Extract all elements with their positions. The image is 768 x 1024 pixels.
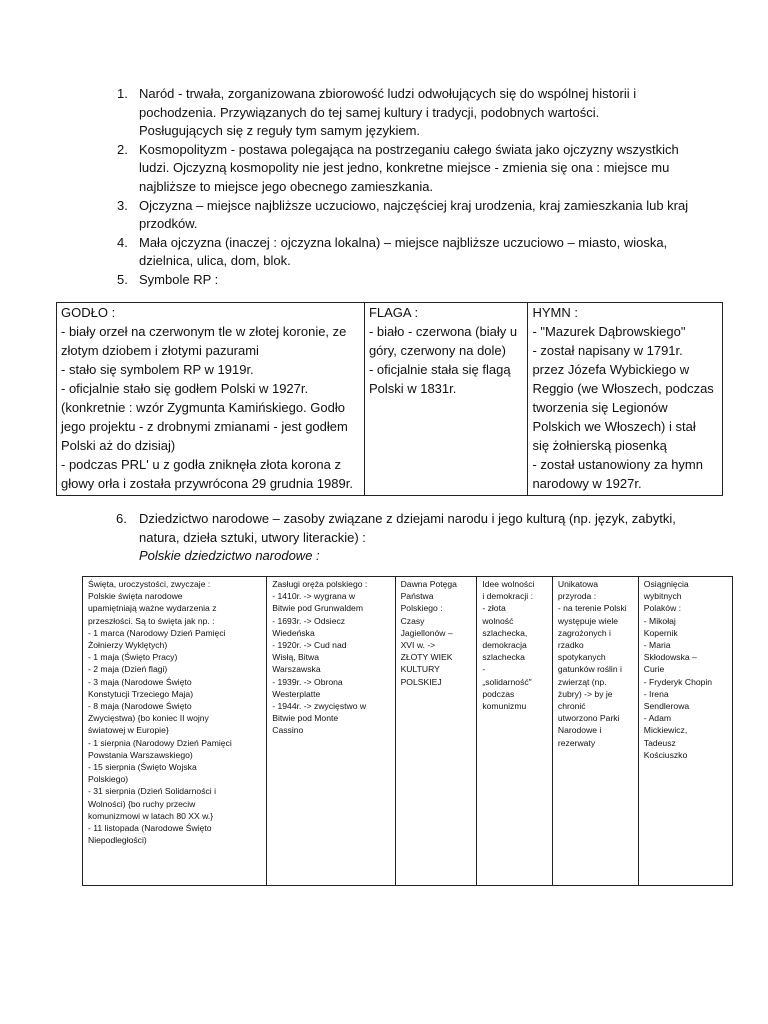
text-line: Westerplatte	[272, 688, 321, 699]
text-line: Tadeusz	[643, 737, 676, 748]
godlo-cell	[57, 303, 365, 496]
text-line: najbliższe to miejsce jego obecnego zamieszkania.	[139, 178, 434, 194]
text-line: chronić	[557, 701, 586, 712]
text-line: Curie	[643, 664, 665, 675]
text-line: Polski aż do dzisiaj)	[61, 438, 176, 453]
text-line: POLSKIEJ	[400, 676, 442, 687]
text-line: spotykanych	[557, 652, 606, 663]
text-line: - 8 maja (Narodowe Święto	[88, 701, 192, 712]
text-line: podczas	[482, 688, 515, 699]
text-line: Skłodowska –	[643, 652, 697, 663]
text-line: - 1 sierpnia (Narodowy Dzień Pamięci	[88, 737, 232, 748]
text-line: Czasy	[400, 615, 425, 626]
text-line: Konstytucji Trzeciego Maja)	[88, 688, 194, 699]
text-line: - Irena	[643, 688, 669, 699]
text-line: - 1939r. -> Obrona	[272, 676, 343, 687]
text-line: Mała ojczyzna (inaczej : ojczyzna lokalna) – miejsce najbliższe uczuciowo – miasto, wioska,	[139, 234, 668, 250]
text-line: KULTURY	[400, 664, 440, 675]
list-number: 6.	[116, 511, 127, 526]
achievements-cell	[638, 577, 732, 886]
text-line: - 1410r. -> wygrana w	[272, 591, 356, 602]
text-line: - oficjalnie stało się godłem Polski w 1927r.	[61, 381, 309, 396]
freedom-cell	[477, 577, 553, 886]
text-line: Ojczyzna – miejsce najbliższe uczuciowo, najczęściej kraj urodzenia, kraj zamieszkania lub kraj	[139, 197, 689, 213]
holidays-cell	[83, 577, 267, 886]
text-line: - oficjalnie stała się flagą	[368, 362, 511, 377]
text-line: komunizmowi w latach 80 XX w.}	[88, 810, 214, 821]
text-line: „solidarność"	[482, 676, 532, 687]
text-line: wybitnych	[643, 591, 682, 602]
text-line: - biało - czerwona (biały u	[368, 324, 518, 339]
text-line: HYMN :	[532, 305, 578, 320]
text-line: GODŁO :	[61, 305, 116, 320]
text-line: Reggio (we Włoszech, podczas	[532, 381, 714, 396]
text-line: - 15 sierpnia (Święto Wojska	[88, 762, 197, 773]
text-line: Mickiewicz,	[643, 725, 688, 736]
text-line: ZŁOTY WIEK	[400, 652, 453, 663]
text-line: - Adam	[643, 713, 672, 724]
text-line: góry, czerwony na dole)	[368, 343, 506, 358]
text-line: (konkretnie : wzór Zygmunta Kamińskiego. Godło	[61, 400, 345, 415]
text-line: - złota	[482, 603, 506, 614]
text-line: Bitwie pod Monte	[272, 713, 339, 724]
text-line: Zasługi oręża polskiego :	[272, 579, 368, 589]
text-line: Dziedzictwo narodowe – zasoby związane z dziejami narodu i jego kulturą (np. język, zabytki,	[139, 511, 676, 526]
text-line: demokracja	[482, 640, 527, 651]
text-line: złotym dziobem i złotymi pazurami	[61, 343, 259, 358]
list-item	[117, 197, 689, 234]
text-line: Polskiego)	[88, 774, 129, 785]
text-line: - podczas PRL' u z godła zniknęła złota korona z	[61, 457, 341, 472]
nature-cell	[552, 577, 638, 886]
text-line: szlachecka,	[482, 627, 528, 638]
text-line: gatunków roślin i	[557, 664, 622, 675]
text-line: przeszłości. Są to święta jak np. :	[88, 615, 215, 626]
text-line: Unikatowa	[557, 579, 599, 589]
text-line: ludzi. Ojczyzną kosmopolity nie jest jedno, konkretne miejsce - zmienia się ona : miejsce mu	[139, 160, 670, 176]
text-line: szlachecka	[482, 652, 525, 663]
text-line: przez Józefa Wybickiego w	[532, 362, 690, 377]
text-line: Wiedeńska	[272, 627, 315, 638]
text-line: - 3 maja (Narodowe Święto	[88, 676, 192, 687]
text-line: - Fryderyk Chopin	[643, 676, 713, 687]
text-line: - 1944r. -> zwycięstwo w	[272, 701, 367, 712]
text-line: Polskich we Włoszech) i stał	[532, 419, 696, 434]
list-number: 2.	[117, 141, 128, 157]
text-line: występuje wiele	[557, 615, 619, 626]
text-line: Osiągnięcia	[643, 579, 689, 589]
text-line: narodowy w 1927r.	[532, 476, 642, 491]
text-line: Wolności) {bo ruchy przeciw	[88, 798, 196, 809]
text-line: i demokracji :	[482, 591, 533, 602]
hymn-cell	[528, 303, 723, 496]
text-line: - Mikołaj	[643, 615, 676, 626]
text-line: Wisłą, Bitwa	[272, 652, 320, 663]
text-line: - na terenie Polski	[557, 603, 627, 614]
list-number: 1.	[117, 86, 128, 101]
text-line: przyroda :	[557, 591, 597, 602]
text-line: - 1 maja (Święto Pracy)	[88, 652, 178, 663]
text-line: Państwa	[400, 591, 434, 602]
text-line: światowej w Europie}	[88, 725, 169, 736]
heritage-section	[116, 510, 716, 566]
text-line: - stało się symbolem RP w 1919r.	[61, 362, 254, 377]
text-line: - 31 sierpnia (Dzień Solidarności i	[88, 786, 217, 797]
text-line: Sendlerowa	[643, 701, 690, 712]
text-line: Posługujących się z reguły tym samym językiem.	[139, 123, 421, 139]
text-line: XVI w. ->	[400, 640, 436, 651]
text-line: Warszawska	[272, 664, 321, 675]
text-line: rzadko	[557, 640, 584, 651]
text-line: utworzono Parki	[557, 713, 620, 724]
text-line: Dawna Potęga	[400, 579, 457, 589]
symbols-table	[56, 302, 723, 496]
military-cell	[267, 577, 395, 886]
text-line: Niepodległości)	[88, 835, 147, 846]
text-line: Jagiellonów –	[400, 627, 453, 638]
text-line: się żołnierską piosenką	[532, 438, 667, 453]
text-line: Święta, uroczystości, zwyczaje :	[88, 579, 211, 589]
text-line: -	[482, 664, 486, 675]
text-line: Naród - trwała, zorganizowana zbiorowość ludzi odwołujących się do wspólnej historii i	[139, 86, 637, 101]
text-line: Narodowe i	[557, 725, 602, 736]
text-line: Cassino	[272, 725, 304, 736]
text-line: rezerwaty	[557, 737, 596, 748]
text-line: Polskiego :	[400, 603, 443, 614]
text-line: upamiętniają ważne wydarzenia z	[88, 603, 217, 614]
text-line: Polskie święta narodowe	[88, 591, 183, 602]
text-line: - został napisany w 1791r.	[532, 343, 683, 358]
text-line: - Maria	[643, 640, 671, 651]
text-line: głowy orła i została przywrócona 29 grudnia 1989r.	[61, 476, 353, 491]
list-item	[117, 271, 689, 290]
text-line: Powstania Warszawskiego)	[88, 749, 193, 760]
list-number: 4.	[117, 234, 128, 250]
text-line: - "Mazurek Dąbrowskiego"	[532, 324, 686, 339]
text-line: Symbole RP :	[139, 271, 219, 287]
text-line: Kosmopolityzm - postawa polegająca na postrzeganiu całego świata jako ojczyzny wszystkich	[139, 141, 679, 157]
text-line: - 1 marca (Narodowy Dzień Pamięci	[88, 627, 226, 638]
flaga-cell	[364, 303, 528, 496]
text-line: jego projektu - z drobnymi zmianami - jest godłem	[61, 419, 348, 434]
text-line: - został ustanowiony za hymn	[532, 457, 703, 472]
text-line: dzielnica, ulica, dom, blok.	[139, 253, 291, 269]
heritage-subtitle: Polskie dziedzictwo narodowe :	[139, 548, 320, 564]
heritage-table	[82, 576, 733, 886]
table-row	[57, 303, 723, 496]
text-line: przodków.	[139, 216, 198, 232]
text-line: wolność	[482, 615, 514, 626]
text-line: Polski w 1831r.	[368, 381, 457, 396]
list-item	[117, 141, 689, 197]
text-line: Kościuszko	[643, 749, 688, 760]
text-line: zwierząt (np.	[557, 676, 607, 687]
table-row	[83, 577, 733, 886]
list-number: 3.	[117, 197, 128, 213]
text-line: zagrożonych i	[557, 627, 611, 638]
definitions-list	[117, 85, 689, 290]
text-line: Kopernik	[643, 627, 678, 638]
list-item	[117, 85, 689, 141]
text-line: - 11 listopada (Narodowe Święto	[88, 823, 212, 834]
text-line: - 2 maja (Dzień flagi)	[88, 664, 168, 675]
text-line: żubry) -> by je	[557, 688, 613, 699]
text-line: - 1920r. -> Cud nad	[272, 640, 347, 651]
list-item	[117, 234, 689, 271]
text-line: natura, dzieła sztuki, utwory literackie) :	[139, 529, 366, 545]
text-line: komunizmu	[482, 701, 527, 712]
heritage-definition	[139, 510, 716, 547]
text-line: pochodzenia. Przywiązanych do tej samej kultury i tradycji, podobnych wartości.	[139, 104, 600, 120]
power-cell	[395, 577, 477, 886]
text-line: - biały orzeł na czerwonym tle w złotej koronie, ze	[61, 324, 347, 339]
text-line: Zwycięstwa) {bo koniec II wojny	[88, 713, 209, 724]
list-number: 5.	[117, 271, 128, 287]
text-line: FLAGA :	[368, 305, 419, 320]
text-line: Żołnierzy Wyklętych)	[88, 640, 168, 651]
text-line: - 1693r. -> Odsiecz	[272, 615, 346, 626]
text-line: Polaków :	[643, 603, 682, 614]
text-line: tworzenia się Legionów	[532, 400, 668, 415]
text-line: Idee wolności	[482, 579, 535, 589]
text-line: Bitwie pod Grunwaldem	[272, 603, 363, 614]
